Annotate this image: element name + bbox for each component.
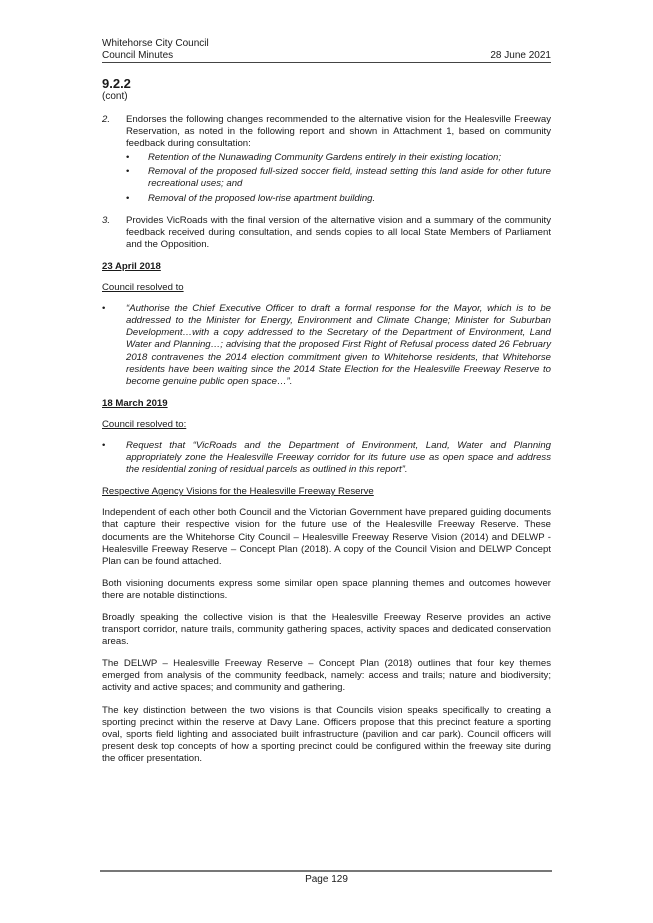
list-item xyxy=(126,166,551,190)
list-item-text: Removal of the proposed low-rise apartment building. xyxy=(148,192,376,204)
document-body xyxy=(102,76,551,775)
agency-visions-heading: Respective Agency Visions for the Healesville Freeway Reserve xyxy=(102,486,374,498)
page-header xyxy=(102,38,551,61)
list-item xyxy=(126,152,551,164)
resolution-quote xyxy=(102,303,551,388)
body-paragraph: Broadly speaking the collective vision is that the Healesville Freeway Reserve provides an active transport corridor, nature trails, community gathering spaces, activity spaces and dedicated conservation areas. xyxy=(102,612,551,648)
section-continued-label: (cont) xyxy=(102,91,128,102)
meeting-date-heading: 23 April 2018 xyxy=(102,260,161,272)
body-paragraph: The key distinction between the two visions is that Councils vision speaks specifically to creating a sporting precinct within the reserve at Davy Lane. Officers propose that this precinct feature a sporting oval, sports field lighting and associated built infrastructure (pavilion and car park). Council officers will present desk top concepts of how a sporting precinct could be configured within the freeway site during the officer presentation. xyxy=(102,704,551,764)
item-number: 3. xyxy=(102,214,111,226)
item-text: Provides VicRoads with the final version of the alternative vision and a summary of the community feedback received during consultation, and sends copies to all local State Members of Parliament and the Opposition. xyxy=(126,214,551,250)
bullet-icon: • xyxy=(126,192,130,204)
section-number: 9.2.2 xyxy=(102,76,131,91)
item-text: Endorses the following changes recommended to the alternative vision for the Healesville Freeway Reservation, as noted in the following report and shown in Attachment 1, based on community feedback during consultation: xyxy=(126,114,551,150)
bullet-icon: • xyxy=(102,439,106,451)
list-item-text: Retention of the Nunawading Community Gardens entirely in their existing location; xyxy=(148,152,502,164)
resolution-quote xyxy=(102,440,551,476)
header-organisation: Whitehorse City Council xyxy=(102,38,209,49)
meeting-date-heading: 18 March 2019 xyxy=(102,397,168,409)
item-number: 2. xyxy=(102,114,111,125)
bullet-icon: • xyxy=(102,303,106,315)
council-resolved-label: Council resolved to xyxy=(102,282,184,294)
body-paragraph: The DELWP – Healesville Freeway Reserve – Concept Plan (2018) outlines that four key themes emerged from analysis of the community feedback, namely: access and trails; nature and biodiversity; activity and active spaces; and community and gathering. xyxy=(102,658,551,694)
footer-divider xyxy=(100,870,552,872)
quote-text: Request that “VicRoads and the Department of Environment, Land, Water and Planning appropriately zone the Healesville Freeway corridor for its future use as open space and address the residential zoning of residual parcels as outlined in this report”. xyxy=(126,439,551,476)
council-resolved-label: Council resolved to: xyxy=(102,418,187,430)
list-item-text: Removal of the proposed full-sized soccer field, instead setting this land aside for other future recreational uses; and xyxy=(148,166,551,190)
bullet-icon: • xyxy=(126,152,130,164)
list-item xyxy=(126,193,551,205)
page-number: Page 129 xyxy=(305,874,348,885)
change-list xyxy=(126,152,551,204)
header-date: 28 June 2021 xyxy=(490,49,551,61)
resolution-item-3 xyxy=(102,215,551,251)
body-paragraph: Independent of each other both Council and the Victorian Government have prepared guiding documents that capture their respective vision for the future use of the Healesville Freeway Reserve. These documents are the Whitehorse City Council – Healesville Freeway Reserve Vision (2014) and DELWP - Healesville Freeway Reserve – Concept Plan (2018). A copy of the Council Vision and DELWP Concept Plan can be found attached. xyxy=(102,507,551,567)
quote-text: “Authorise the Chief Executive Officer to draft a formal response for the Mayor, which is to be addressed to the Minister for Energy, Environment and Climate Change; Minister for Suburban Development…with a copy addressed to the Secretary of the Department of Environment, Land Water and Planning…; advising that the proposed First Right of Refusal process dated 26 February 2018 contravenes the 2014 election commitment given to Whitehorse residents, that Whitehorse residents have been waiting since the 2014 State Election for the Healesville Freeway Reserve to become genuine public open space…”. xyxy=(126,303,551,387)
header-divider xyxy=(102,62,551,63)
resolution-item-2 xyxy=(102,114,551,205)
body-paragraph: Both visioning documents express some similar open space planning themes and outcomes however there are notable distinctions. xyxy=(102,577,551,601)
bullet-icon: • xyxy=(126,166,130,178)
header-document-title: Council Minutes xyxy=(102,49,174,61)
